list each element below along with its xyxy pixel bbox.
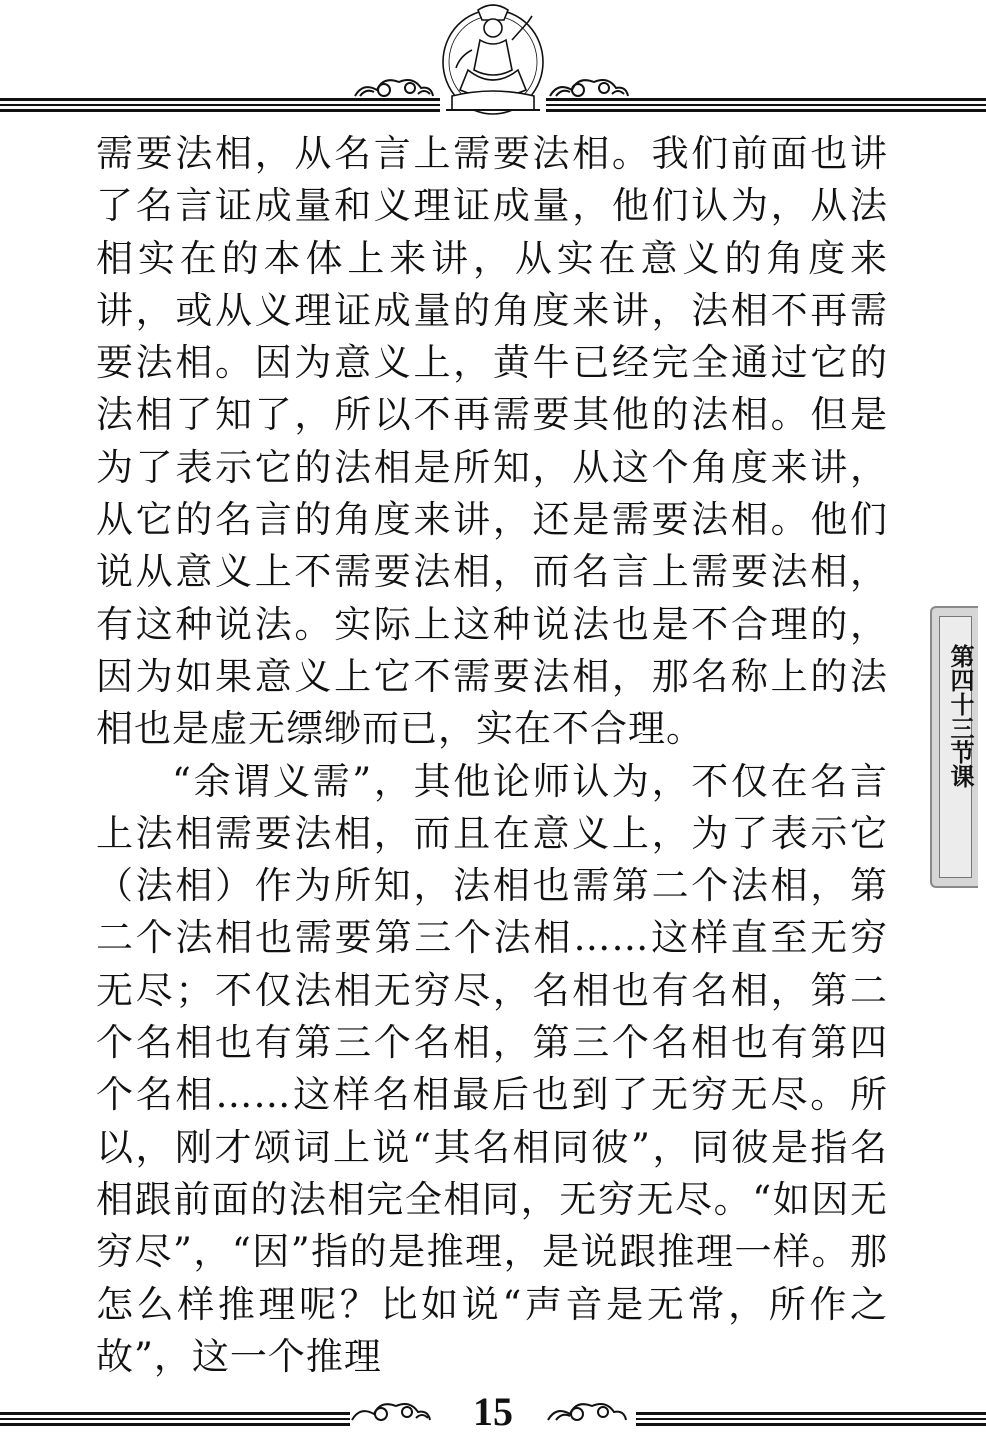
- buddha-figure-icon: [443, 5, 543, 114]
- page-number: 15: [473, 1389, 513, 1434]
- chapter-label: 第四十三节课: [946, 644, 974, 788]
- text-body: [96, 128, 888, 1383]
- cloud-scroll-icon: [352, 1404, 430, 1420]
- cloud-scroll-icon: [548, 1404, 626, 1420]
- header-ornament: [0, 0, 986, 125]
- cloud-scroll-icon: [550, 80, 628, 96]
- cloud-scroll-icon: [355, 80, 433, 96]
- paragraph: 需要法相，从名言上需要法相。我们前面也讲了名言证成量和义理证成量，他们认为，从法相实在的本体上来讲，从实在意义的角度来讲，或从义理证成量的角度来讲，法相不再需要法相。因为意义上，黄牛已经完全通过它的法相了知了，所以不再需要其他的法相。但是为了表示它的法相是所知，从这个角度来讲，从它的名言的角度来讲，还是需要法相。他们说从意义上不需要法相，而名言上需要法相，有这种说法。实际上这种说法也是不合理的，因为如果意义上它不需要法相，那名称上的法相也是虚无缥缈而已，实在不合理。: [96, 132, 888, 751]
- header-rules: [0, 0, 986, 125]
- chapter-side-tab: [930, 606, 978, 888]
- paragraph: “余谓义需”，其他论师认为，不仅在名言上法相需要法相，而且在意义上，为了表示它（法相）作为所知，法相也需第二个法相，第二个法相也需要第三个法相……这样直至无穷无尽；不仅法相无穷尽，名相也有名相，第二个名相也有第三个名相，第三个名相也有第四个名相……这样名相最后也到了无穷无尽。所以，刚才颂词上说“其名相同彼”，同彼是指名相跟前面的法相完全相同，无穷无尽。“如因无穷尽”，“因”指的是推理，是说跟推理一样。那怎么样推理呢？比如说“声音是无常，所作之故”，这一个推理: [96, 759, 888, 1378]
